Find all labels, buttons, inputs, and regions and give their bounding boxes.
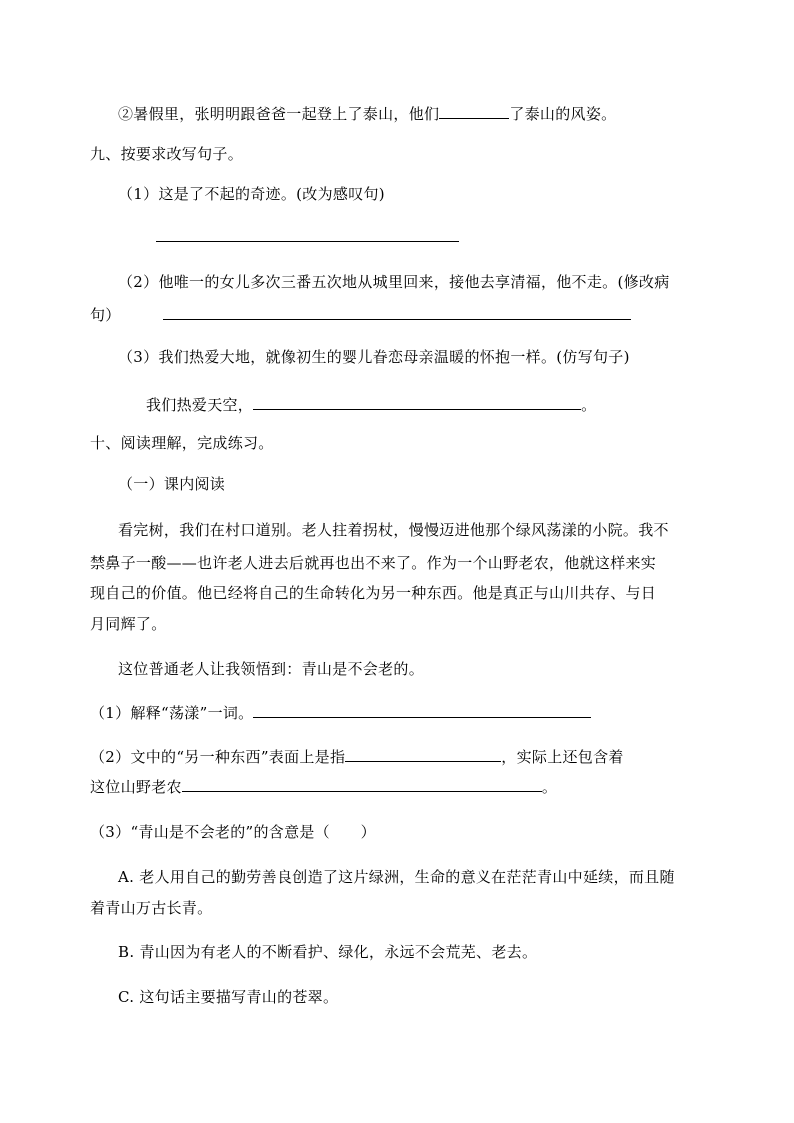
q10-section-title: （一）课内阅读 (118, 475, 226, 493)
passage-line-4: 月同辉了。 (90, 615, 167, 633)
q8-item2 (118, 104, 616, 124)
passage-line-2: 禁鼻子一酸——也许老人进去后就再也出不来了。作为一个山野老农，他就这样来实 (90, 554, 657, 572)
passage-line-5: 这位普通老人让我领悟到：青山是不会老的。 (118, 660, 425, 678)
q8-item2-blank[interactable] (439, 104, 509, 119)
q10-sub2-text-d: 。 (541, 778, 558, 796)
q9-item1-answer-line[interactable] (156, 241, 459, 242)
q9-item3-prompt (146, 395, 596, 415)
option-a-line2: 着青山万古长青。 (90, 899, 213, 917)
q10-sub2-text-a: （2）文中的“另一种东西”表面上是指 (90, 748, 346, 766)
passage-line-1: 看完树，我们在村口道别。老人拄着拐杖，慢慢迈进他那个绿风荡漾的小院。我不 (118, 521, 669, 539)
option-c[interactable]: C. 这句话主要描写青山的苍翠。 (118, 988, 339, 1006)
q9-item2-answer-line[interactable] (163, 319, 631, 320)
q10-sub2-text-b: ，实际上还包含着 (501, 748, 624, 766)
q10-sub2-line1 (90, 747, 624, 767)
q9-item3-end: 。 (581, 396, 597, 414)
q9-item2-line1: （2）他唯一的女儿多次三番五次地从城里回来，接他去享清福，他不走。(修改病 (118, 273, 670, 291)
q10-sub1-blank[interactable] (253, 703, 591, 718)
q8-item2-text-before: ②暑假里，张明明跟爸爸一起登上了泰山，他们 (118, 105, 440, 123)
q10-sub1 (90, 703, 591, 723)
q10-sub1-text: （1）解释“荡漾”一词。 (90, 704, 254, 722)
q9-item3: （3）我们热爱大地，就像初生的婴儿眷恋母亲温暖的怀抱一样。(仿写句子) (118, 348, 630, 366)
q10-heading: 十、阅读理解，完成练习。 (90, 434, 274, 452)
q10-sub2-text-c: 这位山野老农 (90, 778, 182, 796)
q9-item2-line2: 句） (90, 306, 121, 324)
option-b[interactable]: B. 青山因为有老人的不断看护、绿化，永远不会荒芜、老去。 (118, 943, 538, 961)
q9-item1: （1）这是了不起的奇迹。(改为感叹句) (118, 185, 385, 203)
q8-item2-text-after: 了泰山的风姿。 (509, 105, 617, 123)
passage-line-3: 现自己的价值。他已经将自己的生命转化为另一种东西。他是真正与山川共存、与日 (90, 584, 657, 602)
q9-heading: 九、按要求改写句子。 (90, 145, 244, 163)
q10-sub2-line2 (90, 777, 557, 797)
q9-item3-blank[interactable] (253, 395, 581, 410)
option-a-line1[interactable]: A. 老人用自己的勤劳善良创造了这片绿洲，生命的意义在茫茫青山中延续，而且随 (118, 868, 675, 886)
q10-sub2-blank-1[interactable] (345, 747, 501, 762)
q9-item3-prompt-text: 我们热爱天空， (146, 396, 254, 414)
q10-sub3: （3）“青山是不会老的”的含意是（ ） (90, 823, 376, 841)
q10-sub2-blank-2[interactable] (182, 777, 542, 792)
